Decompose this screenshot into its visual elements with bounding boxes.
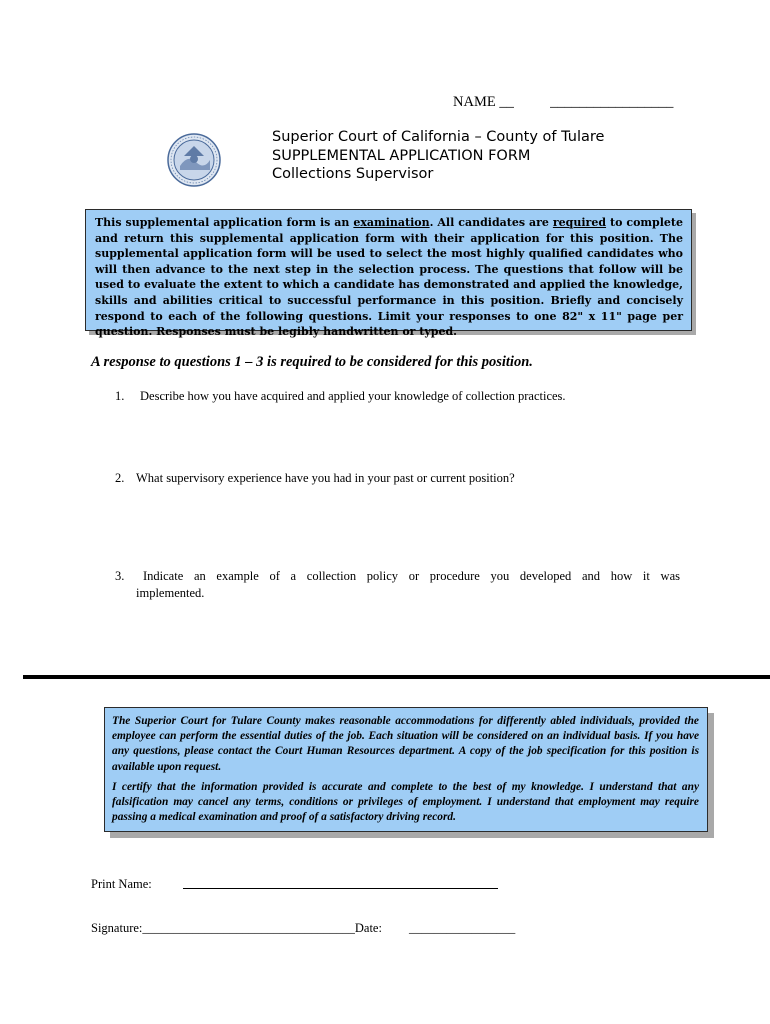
print-name-field[interactable] xyxy=(183,888,498,889)
question-number: 1. xyxy=(115,389,125,403)
form-title: SUPPLEMENTAL APPLICATION FORM xyxy=(272,148,531,164)
court-name: Superior Court of California – County of Tulare xyxy=(272,129,605,145)
question-text: Describe how you have acquired and applied your knowledge of collection practices. xyxy=(140,389,566,403)
question-number: 3. xyxy=(115,569,125,583)
accommodation-box xyxy=(104,707,708,832)
date-field[interactable]: _________________ xyxy=(409,921,516,935)
certification-text: I certify that the information provided is accurate and complete to the best of my knowledge. I understand that any falsification may cancel any terms, conditions or privileges of employment. I understand that employment may require passing a medical examination and proof of a satisfactory driving record. xyxy=(112,780,699,824)
examination-text: examination xyxy=(353,216,430,229)
court-seal-icon xyxy=(166,132,222,188)
signature-date-field[interactable]: Signature:__________________________________Date: xyxy=(91,921,382,935)
accommodation-text: The Superior Court for Tulare County makes reasonable accommodations for differently abled individuals, provided the employee can perform the essential duties of the job. Each situation will be considered on an individual basis. If you have any questions, please contact the Court Human Resources department. A copy of the job specification for this position is available upon request. xyxy=(112,715,699,773)
position-title: Collections Supervisor xyxy=(272,166,434,182)
question-text: What supervisory experience have you had in your past or current position? xyxy=(136,471,515,485)
question-number: 2. xyxy=(115,471,125,485)
question-3 xyxy=(115,568,680,602)
section-divider xyxy=(23,675,770,679)
required-heading: A response to questions 1 – 3 is required to be considered for this position. xyxy=(91,354,533,370)
instructions-box: This supplemental application form is an examination. All candidates are required to complete and return this supplemental application form with their application for this position. The supplemental application form will be used to select the most highly qualified candidates who will then advance to the next step in the selection process. The questions that follow will be used to evaluate the extent to which a candidate has demonstrated and applied the knowledge, skills and abilities critical to successful performance in this position. Briefly and concisely respond to each of the following questions. Limit your responses to one 82" x 11" page per question. Responses must be legibly handwritten or typed. xyxy=(85,209,692,331)
print-name-label: Print Name: xyxy=(91,877,152,891)
required-text: required xyxy=(552,216,607,229)
question-text: Indicate an example of a collection policy or procedure you developed and how it was implemented. xyxy=(136,569,680,600)
name-field-label: NAME __ _________________ xyxy=(453,94,674,110)
